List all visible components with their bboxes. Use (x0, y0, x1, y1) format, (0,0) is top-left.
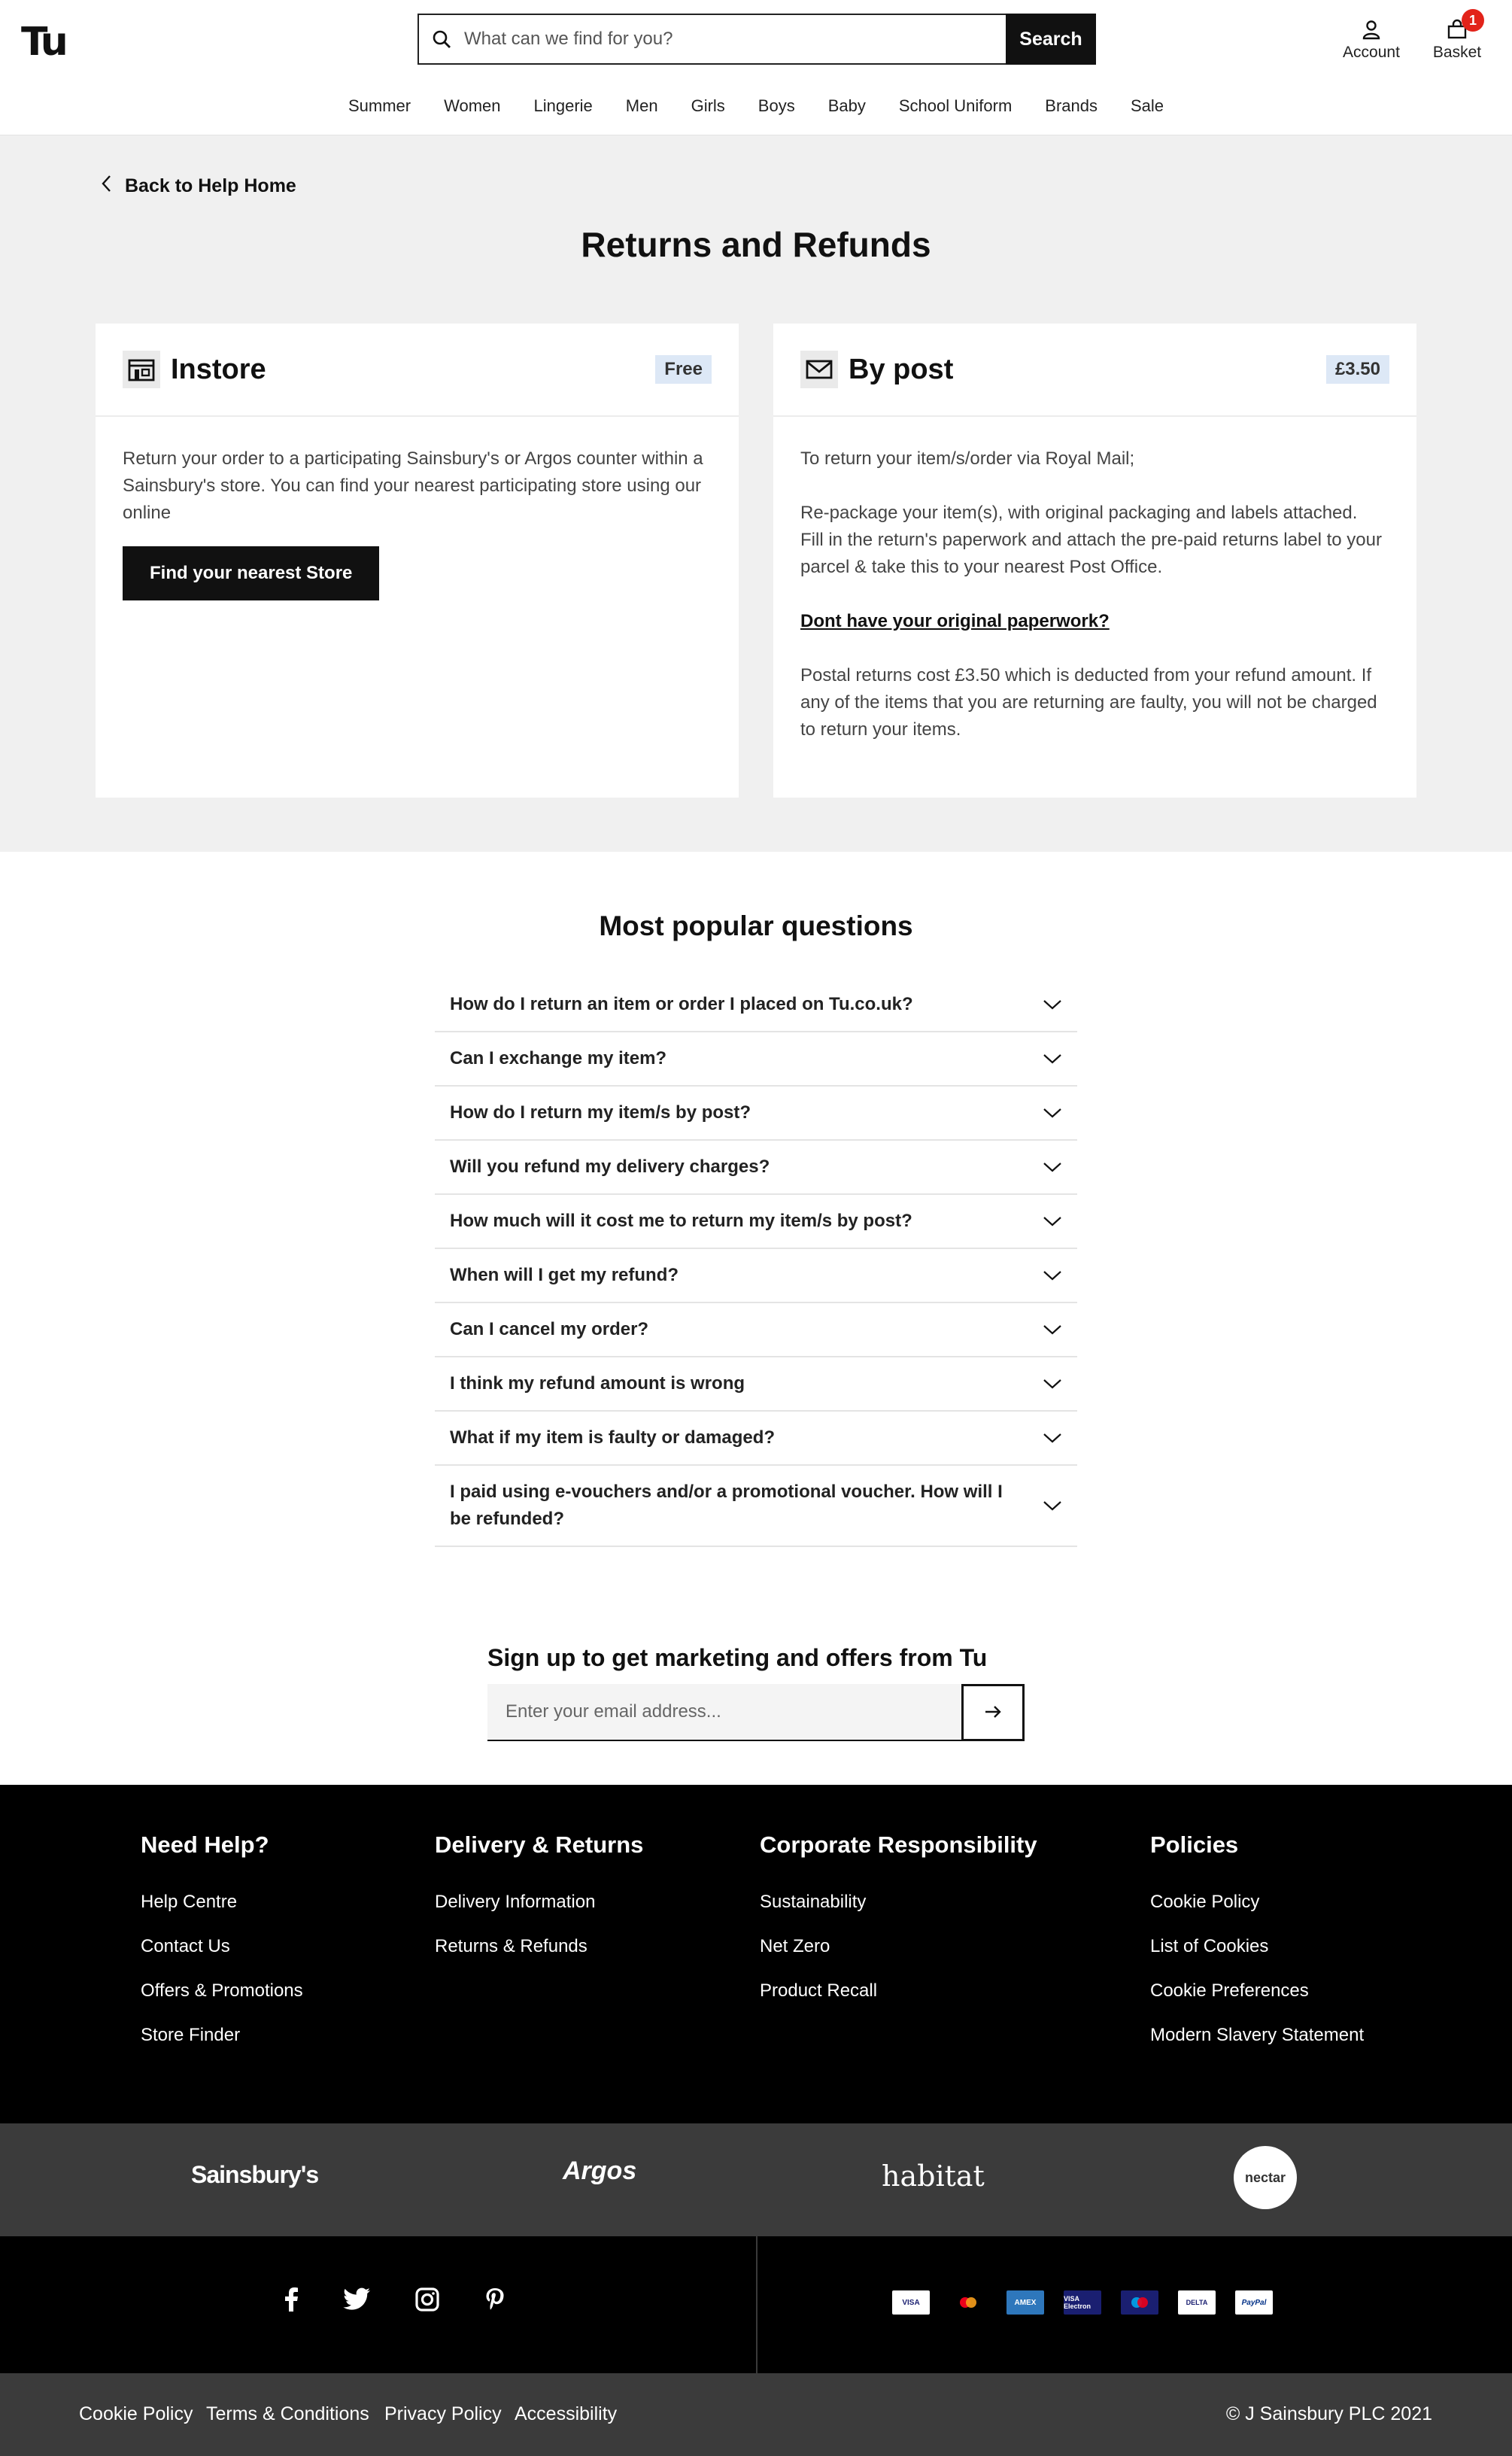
footer-col-policies (1150, 1831, 1364, 2069)
faq-item[interactable] (435, 1357, 1077, 1412)
faq-question: I think my refund amount is wrong (450, 1373, 745, 1394)
sainsburys-logo[interactable]: Sainsbury's (191, 2161, 319, 2188)
footer-link-sustainability[interactable]: Sustainability (760, 1892, 867, 1912)
by-post-card-header (773, 324, 1416, 417)
nav-item-women[interactable]: Women (444, 96, 501, 115)
search-icon (419, 29, 464, 49)
faq-question: I paid using e-vouchers and/or a promotional voucher. How will I be refunded? (450, 1482, 1003, 1529)
chevron-left-icon (101, 175, 111, 198)
argos-logo[interactable]: Argos (563, 2157, 637, 2185)
footer-link-cookie-preferences[interactable]: Cookie Preferences (1150, 1980, 1309, 2001)
nav-item-summer[interactable]: Summer (348, 96, 411, 115)
faq-item[interactable] (435, 1032, 1077, 1087)
arrow-right-icon (984, 1705, 1002, 1721)
footer-col-corporate (760, 1831, 1037, 2025)
account-label: Account (1343, 44, 1400, 61)
chevron-down-icon (1043, 1319, 1062, 1340)
faq-item[interactable] (435, 1249, 1077, 1303)
store-icon (123, 351, 160, 388)
faq-item[interactable] (435, 1195, 1077, 1249)
instore-price-badge: Free (655, 355, 712, 384)
account-button[interactable] (1335, 15, 1407, 62)
footer-link-net-zero[interactable]: Net Zero (760, 1936, 830, 1956)
post-step-1: Re-package your item(s), with original packaging and labels attached. (800, 503, 1358, 523)
twitter-icon[interactable] (342, 2287, 371, 2315)
faq-question: Can I cancel my order? (450, 1319, 649, 1339)
site-footer (0, 1785, 1512, 2123)
footer-heading: Policies (1150, 1831, 1239, 1858)
chevron-down-icon (1043, 1102, 1062, 1123)
search-bar (417, 14, 1096, 65)
nav-item-lingerie[interactable]: Lingerie (533, 96, 593, 115)
footer-link-list-of-cookies[interactable]: List of Cookies (1150, 1936, 1269, 1956)
faq-question: Can I exchange my item? (450, 1048, 667, 1068)
returns-hero (0, 135, 1512, 852)
nav-item-sale[interactable]: Sale (1130, 96, 1164, 115)
main-nav (0, 96, 1512, 116)
nectar-logo[interactable]: nectar (1234, 2146, 1297, 2209)
instore-card (96, 324, 739, 798)
legal-link-cookie-policy[interactable]: Cookie Policy (79, 2403, 193, 2424)
search-input[interactable] (464, 15, 1006, 63)
back-to-help-link[interactable] (101, 175, 296, 198)
by-post-title: By post (849, 353, 954, 385)
band-divider (756, 2236, 758, 2373)
back-link-label: Back to Help Home (125, 175, 296, 196)
basket-count-badge: 1 (1462, 9, 1484, 32)
footer-heading: Delivery & Returns (435, 1831, 644, 1858)
mastercard-icon (949, 2290, 987, 2315)
account-icon (1335, 15, 1407, 44)
copyright-text: © J Sainsbury PLC 2021 (1225, 2403, 1432, 2424)
site-header (0, 0, 1512, 135)
footer-link-store-finder[interactable]: Store Finder (141, 2025, 241, 2045)
tu-logo[interactable]: Tu (21, 20, 65, 65)
nav-item-brands[interactable]: Brands (1045, 96, 1098, 115)
chevron-down-icon (1043, 994, 1062, 1015)
pinterest-icon[interactable] (485, 2287, 505, 2315)
visa-delta-icon: DELTA (1178, 2290, 1216, 2315)
find-store-button[interactable]: Find your nearest Store (123, 546, 379, 600)
email-field[interactable] (487, 1684, 961, 1740)
chevron-down-icon (1043, 1427, 1062, 1448)
footer-link-cookie-policy[interactable]: Cookie Policy (1150, 1892, 1260, 1912)
legal-link-accessibility[interactable]: Accessibility (515, 2403, 618, 2424)
instore-card-header (96, 324, 739, 417)
chevron-down-icon (1043, 1265, 1062, 1286)
faq-question: Will you refund my delivery charges? (450, 1157, 770, 1177)
signup-form (487, 1684, 1025, 1741)
paypal-icon: PayPal (1235, 2290, 1273, 2315)
footer-link-returns[interactable]: Returns & Refunds (435, 1936, 587, 1956)
instore-card-body (96, 417, 739, 600)
chevron-down-icon (1043, 1211, 1062, 1232)
post-cost-note: Postal returns cost £3.50 which is deducted from your refund amount. If any of the items that you are returning are faulty, you will not be charged to return your items. (800, 665, 1377, 740)
page-title: Returns and Refunds (581, 225, 931, 264)
chevron-down-icon (1043, 1157, 1062, 1178)
signup-heading: Sign up to get marketing and offers from Tu (487, 1644, 988, 1671)
maestro-icon (1121, 2290, 1158, 2315)
faq-question: How do I return my item/s by post? (450, 1102, 751, 1123)
basket-button[interactable] (1424, 15, 1490, 62)
faq-question: How much will it cost me to return my item/s by post? (450, 1211, 912, 1231)
faq-item[interactable] (435, 1466, 1077, 1547)
chevron-down-icon (1043, 1048, 1062, 1069)
faq-heading: Most popular questions (599, 910, 913, 941)
legal-link-privacy[interactable]: Privacy Policy (384, 2403, 502, 2424)
footer-link-offers[interactable]: Offers & Promotions (141, 1980, 303, 2001)
footer-col-need-help (141, 1831, 303, 2069)
post-step-2: Fill in the return's paperwork and attach the pre-paid returns label to your parcel & take this to your nearest Post Office. (800, 530, 1382, 577)
post-intro: To return your item/s/order via Royal Mail; (800, 448, 1135, 469)
group-brands-band (0, 2123, 1512, 2236)
by-post-card-body (773, 417, 1416, 743)
by-post-card (773, 324, 1416, 798)
visa-card-icon: VISA (892, 2290, 930, 2315)
mail-icon (800, 351, 838, 388)
faq-item[interactable] (435, 1087, 1077, 1141)
visa-electron-icon: VISA Electron (1064, 2290, 1101, 2315)
basket-label: Basket (1432, 44, 1482, 61)
faq-item[interactable] (435, 1141, 1077, 1195)
nav-item-baby[interactable]: Baby (827, 96, 866, 115)
faq-question: What if my item is faulty or damaged? (450, 1427, 776, 1448)
faq-item[interactable] (435, 1303, 1077, 1357)
faq-question: How do I return an item or order I placed on Tu.co.uk? (450, 994, 913, 1014)
no-paperwork-link[interactable]: Dont have your original paperwork? (800, 611, 1110, 631)
legal-link-terms[interactable]: Terms & Conditions (206, 2403, 369, 2424)
footer-heading: Corporate Responsibility (760, 1831, 1037, 1858)
footer-link-product-recall[interactable]: Product Recall (760, 1980, 878, 2001)
instore-title: Instore (171, 353, 266, 385)
legal-bar (0, 2373, 1512, 2456)
amex-card-icon: AMEX (1006, 2290, 1044, 2315)
faq-item[interactable] (435, 1412, 1077, 1466)
facebook-icon[interactable] (284, 2287, 299, 2315)
nav-item-men[interactable]: Men (625, 96, 658, 115)
footer-heading: Need Help? (141, 1831, 269, 1858)
chevron-down-icon (1043, 1492, 1062, 1519)
faq-item[interactable] (435, 978, 1077, 1032)
by-post-price-badge: £3.50 (1326, 355, 1389, 384)
footer-col-delivery (435, 1831, 643, 1980)
search-button[interactable]: Search (1006, 14, 1096, 65)
signup-submit-button[interactable] (961, 1684, 1025, 1741)
nav-item-boys[interactable]: Boys (758, 96, 795, 115)
footer-link-delivery-info[interactable]: Delivery Information (435, 1892, 596, 1912)
nav-item-girls[interactable]: Girls (691, 96, 725, 115)
nav-item-school-uniform[interactable]: School Uniform (898, 96, 1013, 115)
faq-question: When will I get my refund? (450, 1265, 679, 1285)
instore-description: Return your order to a participating Sainsbury's or Argos counter within a Sainsbury's store. You can find your nearest participating store using our online (123, 448, 703, 523)
footer-link-help-centre[interactable]: Help Centre (141, 1892, 238, 1912)
habitat-logo[interactable]: habitat (882, 2160, 985, 2193)
chevron-down-icon (1043, 1373, 1062, 1394)
faq-list (435, 978, 1077, 1547)
instagram-icon[interactable] (415, 2287, 439, 2315)
footer-link-contact-us[interactable]: Contact Us (141, 1936, 230, 1956)
social-payments-band (0, 2236, 1512, 2373)
footer-link-modern-slavery[interactable]: Modern Slavery Statement (1150, 2025, 1365, 2045)
